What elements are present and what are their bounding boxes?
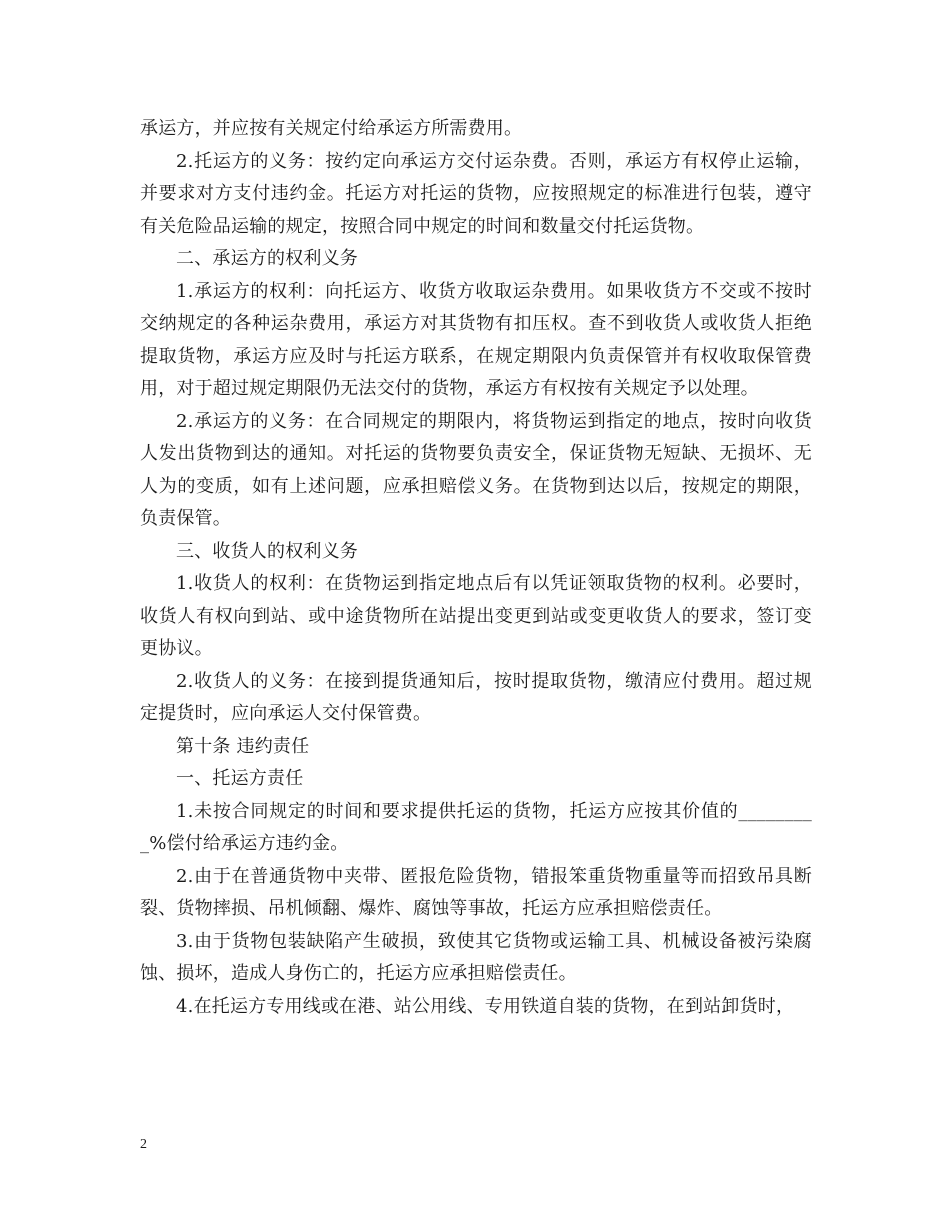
paragraph-11: 1.未按合同规定的时间和要求提供托运的货物，托运方应按其价值的_________%偿付给承运方违约金。 xyxy=(140,800,812,854)
article-heading-liability: 第十条 违约责任 xyxy=(176,735,310,757)
paragraph-4: 1.承运方的权利：向托运方、收货方收取运杂费用。如果收货方不交或不按时交纳规定的各种运杂费用，承运方对其货物有扣压权。查不到收货人或收货人拒绝提取货物，承运方应及时与托运方联系，在规定期限内负责保管并有权收取保管费用，对于超过规定期限仍无法交付的货物，承运方有权按有关规定予以处理。 xyxy=(140,280,812,399)
paragraph-5: 2.承运方的义务：在合同规定的期限内，将货物运到指定的地点，按时向收货人发出货物到达的通知。对托运的货物要负责安全，保证货物无短缺、无损坏、无人为的变质，如有上述问题，应承担赔偿义务。在货物到达以后，按规定的期限，负责保管。 xyxy=(140,410,812,529)
paragraph-1: 承运方，并应按有关规定付给承运方所需费用。 xyxy=(140,118,523,139)
section-heading-consignee: 三、收货人的权利义务 xyxy=(176,540,358,562)
document-body xyxy=(140,113,812,1023)
section-heading-carrier: 二、承运方的权利义务 xyxy=(176,248,358,269)
paragraph-2: 2.托运方的义务：按约定向承运方交付运杂费。否则，承运方有权停止运输，并要求对方支付违约金。托运方对托运的货物，应按照规定的标准进行包装，遵守有关危险品运输的规定，按照合同中规定的时间和数量交付托运货物。 xyxy=(140,150,812,237)
paragraph-13: 3.由于货物包装缺陷产生破损，致使其它货物或运输工具、机械设备被污染腐蚀、损坏，造成人身伤亡的，托运方应承担赔偿责任。 xyxy=(140,930,812,984)
paragraph-7: 1.收货人的权利：在货物运到指定地点后有以凭证领取货物的权利。必要时，收货人有权向到站、或中途货物所在站提出变更到站或变更收货人的要求，签订变更协议。 xyxy=(140,573,812,659)
page-number: 2 xyxy=(140,1137,147,1152)
paragraph-14: 4.在托运方专用线或在港、站公用线、专用铁道自装的货物，在到站卸货时， xyxy=(176,995,795,1017)
section-heading-shipper-liability: 一、托运方责任 xyxy=(176,768,304,789)
paragraph-12: 2.由于在普通货物中夹带、匿报危险货物，错报笨重货物重量等而招致吊具断裂、货物摔损、吊机倾翻、爆炸、腐蚀等事故，托运方应承担赔偿责任。 xyxy=(140,865,812,919)
paragraph-8: 2.收货人的义务：在接到提货通知后，按时提取货物，缴清应付费用。超过规定提货时，应向承运人交付保管费。 xyxy=(140,670,812,724)
